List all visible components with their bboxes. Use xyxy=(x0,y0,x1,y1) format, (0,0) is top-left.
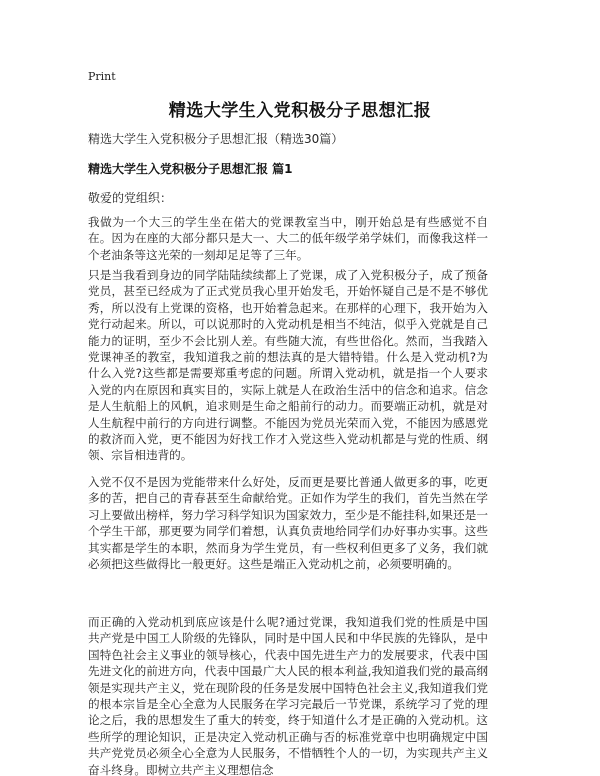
section-heading: 精选大学生入党积极分子思想汇报 篇1 xyxy=(88,162,293,176)
body-paragraph: 而正确的入党动机到底应该是什么呢?通过党课，我知道我们党的性质是中国共产党是中国工人阶级的先锋队，同时是中国人民和中华民族的先锋队，是中国特色社会主义事业的领导核心，代表中国先进生产力的发展要求，代表中国先进文化的前进方向，代表中国最广大人民的根本利益,我知道我们党的最高纲领是实现共产主义，党在现阶段的任务是发展中国特色社会主义,我知道我们党的根本宗旨是全心全意为人民服务在学习完最后一节党课，系统学习了党的理论之后，我的思想发生了重大的转变，终于知道什么才是正确的入党动机。这些所学的理论知识，正是决定入党动机正确与否的标准党章中也明确规定中国共产党党员必须全心全意为人民服务，不惜牺牲个人的一切，为实现共产主义奋斗终身。即树立共产主义理想信念 xyxy=(88,615,488,776)
document-subtitle: 精选大学生入党积极分子思想汇报（精选30篇） xyxy=(88,132,344,146)
body-paragraph: 只是当我看到身边的同学陆陆续续都上了党课，成了入党积极分子，成了预备党员，甚至已经成为了正式党员我心里开始发毛，开始怀疑自己是不是不够优秀，所以没有上党课的资格，也开始着急起来。在那样的心理下，我开始为入党行动起来。所以，可以说那时的入党动机是相当不纯洁，似乎入党就是自己能力的证明，至少不会比别人差。有些随大流，有些世俗化。然而，当我踏入党课神圣的教室，我知道我之前的想法真的是大错特错。什么是入党动机?为什么入党?这些都是需要郑重考虑的问题。所谓入党动机，就是指一个人要求入党的内在原因和真实目的，实际上就是人在政治生活中的信念和追求。信念是人生航船上的风帆，追求则是生命之船前行的动力。而要端正动机，就是对人生航程中前行的方向进行调整。不能因为党员光荣而入党，不能因为感恩党的救济而入党，更不能因为好找工作才入党这些入党动机都是与党的性质、纲领、宗旨相违背的。 xyxy=(88,268,488,463)
document-title: 精选大学生入党积极分子思想汇报 xyxy=(168,101,432,121)
body-paragraph: 入党不仅不是因为党能带来什么好处，反而更是要比普通人做更多的事，吃更多的苦，把自己的青春甚至生命献给党。正如作为学生的我们，首先当然在学习上要做出榜样，努力学习科学知识为国家效力，至少是不能挂科,如果还是一个学生干部，那更要为同学们着想，认真负责地给同学们办好事办实事。这些其实都是学生的本职，然而身为学生党员，有一些权利但更多了义务，我们就必须把这些做得比一般更好。这些是端正入党动机之前，必须要明确的。 xyxy=(88,475,488,572)
body-paragraph: 我做为一个大三的学生坐在偌大的党课教室当中，刚开始总是有些感觉不自在。因为在座的大部分都只是大一、大二的低年级学弟学妹们，而像我这样一个老油条等这光荣的一刻却足足等了三年。 xyxy=(88,215,488,262)
salutation: 敬爱的党组织： xyxy=(88,191,173,205)
print-label: Print xyxy=(88,70,116,83)
